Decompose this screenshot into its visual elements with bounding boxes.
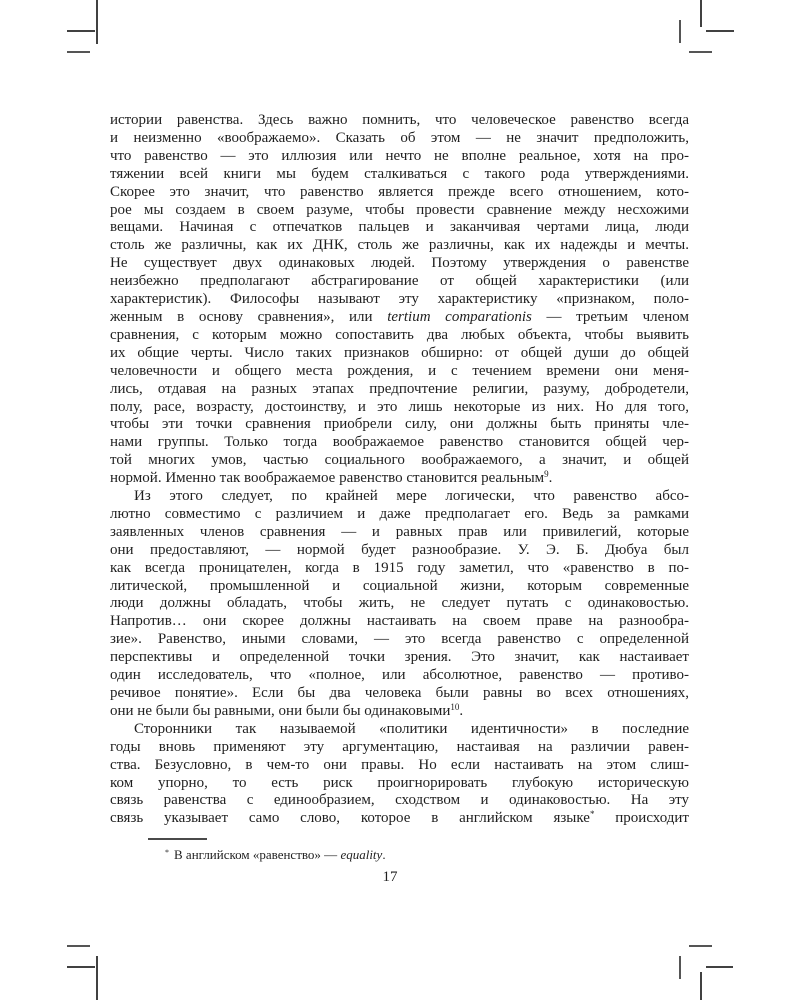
text-line: и неизменно «воображаемо». Сказать об этом — не значит предположить,: [110, 129, 689, 146]
footnote-text: В английском «равенство» —: [174, 847, 341, 862]
text-line: ком упорно, то есть риск проигнорировать глубокую историческую: [110, 774, 689, 791]
text-line: нормой. Именно так воображаемое равенство становится реальным$^9$.: [110, 470, 553, 487]
crop-mark-top-right-horizontal-2: [689, 51, 712, 53]
crop-mark-bottom-left-horizontal-2: [67, 966, 95, 968]
text-line: нами группы. Только тогда воображаемое равенство становится общей чер-: [110, 434, 689, 451]
crop-mark-top-left-vertical: [96, 0, 98, 44]
text-line: перспективы и определенной точки зрения. Это значит, как настаивает: [110, 649, 689, 666]
crop-mark-bottom-left-vertical: [96, 956, 98, 1000]
text-line: лись, отдавая на разных этапах предпочтение религии, разуму, добродетели,: [110, 380, 689, 397]
text-line: лютно совместимо с различием и даже предполагает его. Ведь за рамками: [110, 505, 689, 522]
text-line: вещами. Начиная с отпечатков пальцев и заканчивая чертами лица, люди: [110, 219, 689, 236]
text-line: они не были бы равными, они были бы одинаковыми$^{10}$.: [110, 702, 464, 719]
text-line: чтобы эти точки сравнения приобрели силу, они должны быть приняты чле-: [110, 416, 689, 433]
crop-mark-bottom-left-horizontal-1: [67, 945, 90, 947]
text-line: люди должны обладать, чтобы жить, не следует путать с одинаковостью.: [110, 595, 689, 612]
crop-mark-top-right-vertical-1: [700, 0, 702, 27]
text-line: речивое понятие». Если бы два человека были равны во всех отношениях,: [110, 685, 689, 701]
text-line: Из этого следует, по крайней мере логически, что равенство абсо-: [134, 488, 689, 505]
text-line: что равенство — это иллюзия или нечто не вполне реальное, хотя на про-: [110, 147, 689, 164]
text-line: один исследователь, что «полное, или абсолютное, равенство — противо-: [110, 667, 689, 684]
text-line: их общие черты. Число таких признаков обширно: от общей души до общей: [110, 344, 689, 361]
text-line: связь равенства с единообразием, сходством и одинаковостью. На эту: [110, 792, 689, 809]
text-line: сравнения, с которым можно сопоставить два любых объекта, чтобы выявить: [110, 326, 689, 343]
footnote: [110, 847, 689, 863]
text-line: столь же различны, как их ДНК, столь же различны, как их надежды и мечты.: [110, 237, 689, 254]
text-line: зие». Равенство, иными словами, — это всегда равенство с определенной: [110, 631, 689, 648]
page-number: 17: [382, 869, 398, 885]
footnote-italic-word: equality: [340, 847, 383, 862]
text-block: [110, 112, 689, 828]
text-line: они предоставляют, — нормой будет разнообразие. У. Э. Б. Дюбуа был: [110, 541, 689, 558]
text-line: литической, промышленной и социальной жизни, которым современные: [110, 577, 689, 594]
text-line: человечности и общего места рождения, и с течением времени они меня-: [110, 362, 689, 379]
crop-mark-top-right-horizontal-1: [706, 30, 734, 32]
text-line: истории равенства. Здесь важно помнить, что человеческое равенство всегда: [110, 112, 689, 128]
crop-mark-bottom-right-horizontal-1: [689, 945, 712, 947]
footnote-period: .: [382, 847, 386, 862]
crop-mark-top-right-vertical-2: [679, 20, 681, 43]
text-line: Не существует двух одинаковых людей. Поэтому утверждения о равенстве: [110, 255, 689, 272]
crop-mark-top-left-horizontal-2: [67, 51, 90, 53]
footnote-marker: *: [165, 848, 169, 857]
crop-mark-bottom-right-vertical-2: [700, 972, 702, 1000]
text-line: неизбежно предполагают абстрагирование от общей характеристики (или: [110, 273, 689, 290]
text-line: Сторонники так называемой «политики идентичности» в последние: [134, 720, 689, 737]
text-line: рое мы создаем в своем разуме, чтобы провести сравнение между несхожими: [110, 201, 689, 218]
text-line: ства. Безусловно, в чем-то они правы. Но если настаивать на этом слиш-: [110, 756, 689, 773]
text-line: тяжении всей книги мы будем сталкиваться с такого рода утверждениями.: [110, 165, 689, 182]
text-line: заявленных членов сравнения — и равных прав или привилегий, которые: [110, 523, 689, 540]
text-line: женным в основу сравнения», или tertium comparationis — третьим членом: [110, 308, 689, 325]
footnote-rule: [148, 838, 207, 840]
text-line: как всегда проницателен, когда в 1915 году заметил, что «равенство в по-: [110, 559, 689, 576]
text-line: полу, расе, возрасту, достоинству, и это лишь некоторые из них. Но для того,: [110, 398, 689, 415]
crop-mark-bottom-right-vertical-1: [679, 956, 681, 979]
crop-mark-bottom-right-horizontal-2: [706, 966, 733, 968]
text-line: характеристик). Философы называют эту характеристику «признаком, поло-: [110, 291, 689, 308]
crop-mark-top-left-horizontal-1: [67, 30, 95, 32]
text-line: той многих умов, частью социального воображаемого, а значит, и общей: [110, 452, 689, 469]
text-line: связь указывает само слово, которое в английском языке* происходит: [110, 810, 689, 827]
text-line: годы вновь применяют эту аргументацию, настаивая на различии равен-: [110, 738, 689, 755]
text-line: Скорее это значит, что равенство является прежде всего отношением, кото-: [110, 183, 689, 200]
text-line: Напротив… они скорее должны настаивать на своем праве на разнообра-: [110, 613, 689, 630]
